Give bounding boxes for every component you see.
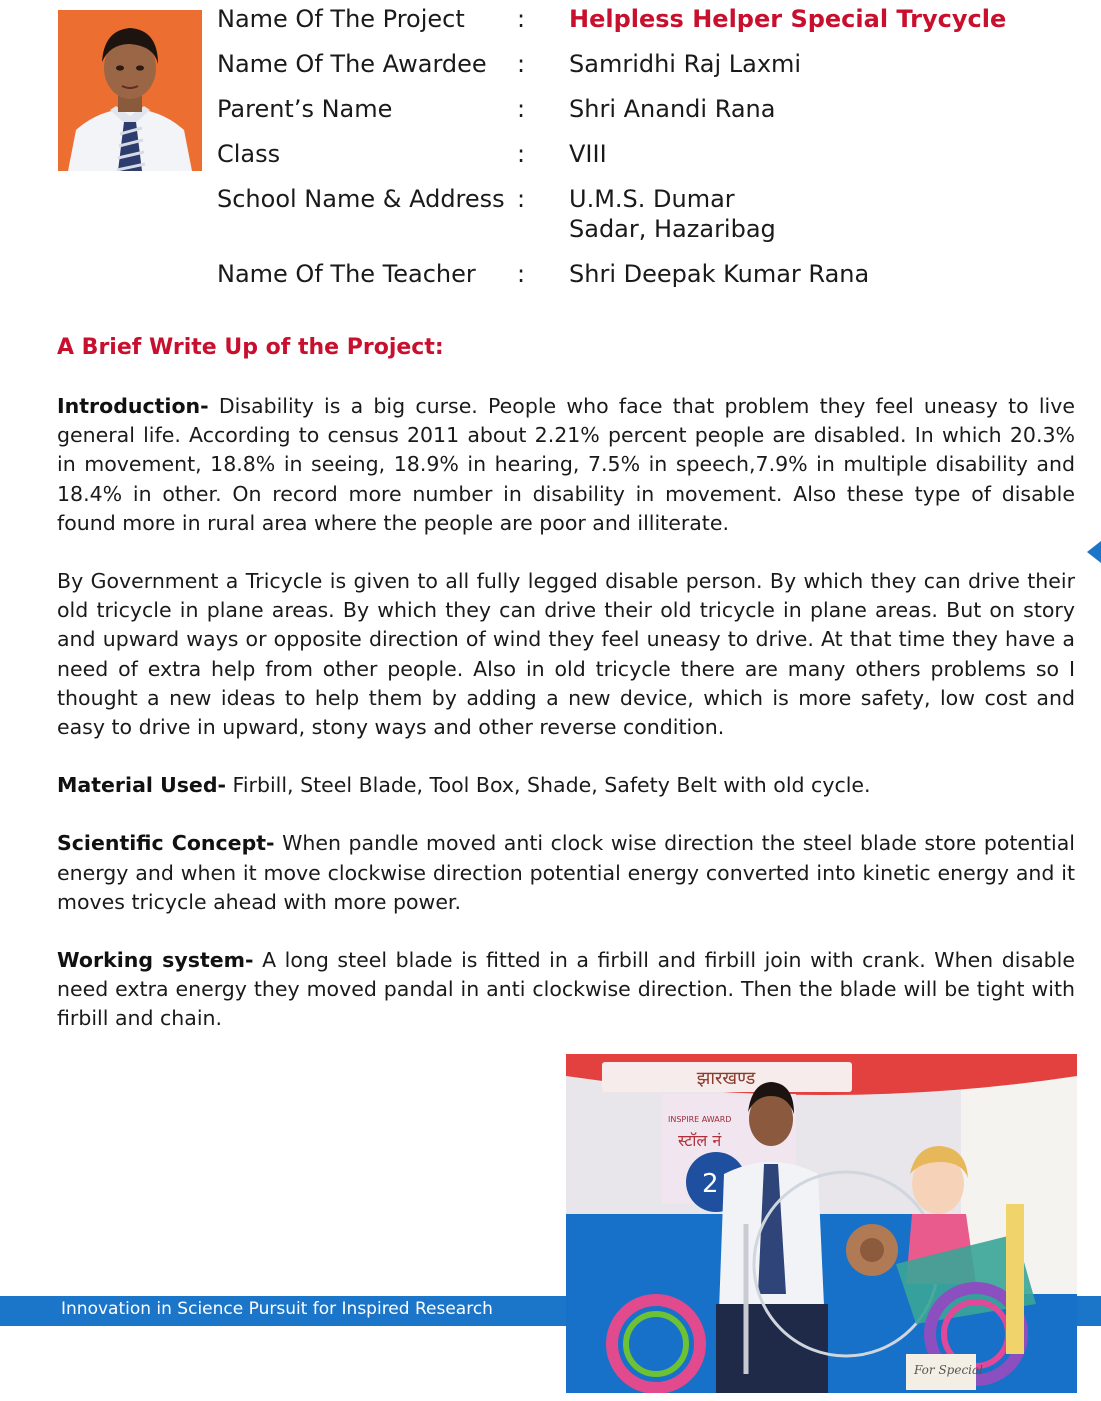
class-label: Class: [217, 140, 281, 168]
stall-board-header: INSPIRE AWARD: [668, 1115, 732, 1124]
writeup-heading: A Brief Write Up of the Project:: [57, 335, 444, 360]
footer-band-right: [1077, 1296, 1101, 1326]
school-value-line2: Sadar, Hazaribag: [569, 215, 776, 243]
parent-label: Parent’s Name: [217, 95, 393, 123]
introduction-text: Disability is a big curse. People who face that problem they feel uneasy to live general life. According to census 2011 about 2.21% percent people are disabled. In which 20.3% in movement, 18.8% in seeing, 18.9% in hearing, 7.5% in speech,7.9% in multiple disability and 18.4% in other. On record more number in disability in movement. Also these type of disable found more in rural area where the people are poor and illiterate.: [57, 394, 1075, 535]
photo-banner-text: झारखण्ड: [696, 1068, 756, 1089]
concept-label: Scientific Concept-: [57, 831, 275, 856]
awardee-portrait: [58, 10, 202, 171]
material-text: Firbill, Steel Blade, Tool Box, Shade, Safety Belt with old cycle.: [226, 773, 871, 798]
teacher-label: Name Of The Teacher: [217, 260, 476, 288]
separator: :: [517, 140, 526, 168]
project-label: Name Of The Project: [217, 5, 465, 33]
school-label: School Name & Address: [217, 185, 505, 213]
material-paragraph: [57, 771, 1075, 800]
school-value-line1: U.M.S. Dumar: [569, 185, 735, 213]
awardee-label: Name Of The Awardee: [217, 50, 487, 78]
special-sign-text: For Special: [914, 1363, 983, 1377]
concept-text: When pandle moved anti clock wise direction the steel blade store potential energy and when it move clockwise direction potential energy converted into kinetic energy and it moves tricycle ahead with more power.: [57, 831, 1076, 914]
project-value: Helpless Helper Special Trycycle: [569, 5, 1007, 33]
stall-board-label: स्टॉल नं: [678, 1131, 722, 1150]
page-marker-triangle-icon: [1087, 541, 1101, 563]
project-photo-graphic: [566, 1054, 1077, 1393]
footer-tagline: Innovation in Science Pursuit for Inspired Research: [61, 1299, 493, 1319]
separator: :: [517, 185, 526, 213]
separator: :: [517, 5, 526, 33]
introduction-paragraph: [57, 392, 1075, 538]
government-paragraph: By Government a Tricycle is given to all fully legged disable person. By which they can drive their old tricycle in plane areas. By which they can drive their old tricycle in plane areas. But on story and upward ways or opposite direction of wind they feel uneasy to drive. At that time they have a need of extra help from other people. Also in old tricycle there are many others problems so I thought a new ideas to help them by adding a new device, which is more safety, low cost and easy to drive in upward, stony ways and other reverse condition.: [57, 569, 1075, 740]
awardee-portrait-graphic: [58, 10, 202, 171]
separator: :: [517, 260, 526, 288]
teacher-value: Shri Deepak Kumar Rana: [569, 260, 870, 288]
stall-board-number: 2: [702, 1169, 719, 1199]
parent-value: Shri Anandi Rana: [569, 95, 776, 123]
project-photo: [566, 1054, 1077, 1393]
separator: :: [517, 50, 526, 78]
working-text: A long steel blade is fitted in a firbill and firbill join with crank. When disable need extra energy they moved pandal in anti clockwise direction. Then the blade will be tight with firbill and chain.: [57, 948, 1075, 1031]
concept-paragraph: [57, 829, 1075, 917]
writeup-body: [57, 392, 1075, 1063]
working-label: Working system-: [57, 948, 254, 973]
class-value: VIII: [569, 140, 607, 168]
school-value: [569, 184, 1089, 244]
footer-band: [0, 1296, 566, 1326]
working-paragraph: [57, 946, 1075, 1034]
material-label: Material Used-: [57, 773, 227, 798]
introduction-label: Introduction-: [57, 394, 209, 418]
awardee-value: Samridhi Raj Laxmi: [569, 50, 802, 78]
separator: :: [517, 95, 526, 123]
